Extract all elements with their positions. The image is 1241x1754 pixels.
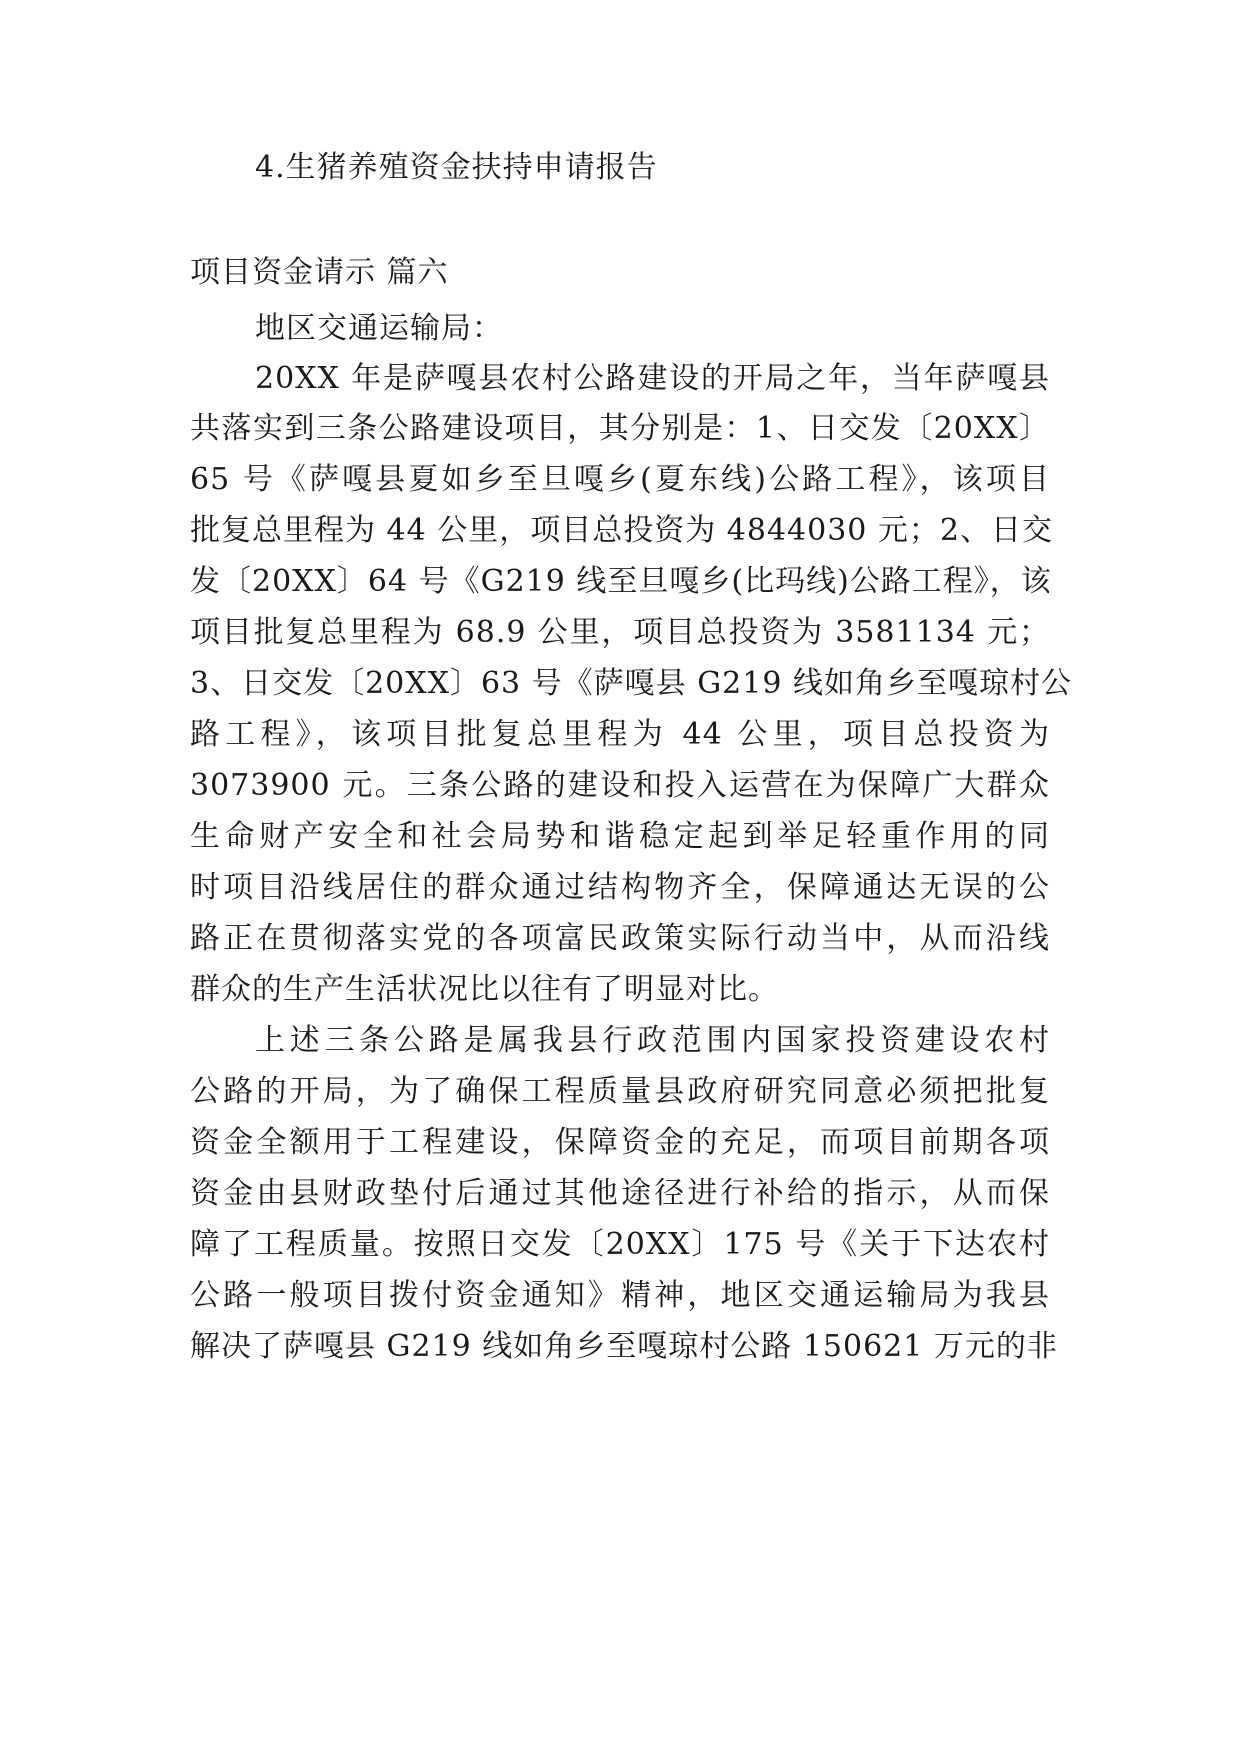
paragraph-line: 3073900 元。三条公路的建设和投入运营在为保障广大群众 <box>190 768 1050 803</box>
paragraph-line: 公路一般项目拨付资金通知》精神，地区交通运输局为我县 <box>190 1278 1050 1313</box>
paragraph-line: 公路的开局，为了确保工程质量县政府研究同意必须把批复 <box>190 1074 1050 1109</box>
paragraph-line: 发〔20XX〕64 号《G219 线至旦嘎乡(比玛线)公路工程》，该 <box>190 564 1052 599</box>
item-title: 4.生猪养殖资金扶持申请报告 <box>255 150 658 185</box>
paragraph-line: 20XX 年是萨嘎县农村公路建设的开局之年，当年萨嘎县 <box>255 361 1050 396</box>
paragraph-line: 65 号《萨嘎县夏如乡至旦嘎乡(夏东线)公路工程》，该项目 <box>190 462 1050 497</box>
paragraph-line: 生命财产安全和社会局势和谐稳定起到举足轻重作用的同 <box>190 819 1050 854</box>
paragraph-line: 解决了萨嘎县 G219 线如角乡至嘎琼村公路 150621 万元的非 <box>190 1329 1058 1364</box>
paragraph-line: 时项目沿线居住的群众通过结构物齐全，保障通达无误的公 <box>190 870 1050 905</box>
paragraph-line: 项目批复总里程为 68.9 公里，项目总投资为 3581134 元； <box>190 615 1050 650</box>
paragraph-line: 上述三条公路是属我县行政范围内国家投资建设农村 <box>255 1023 1050 1058</box>
paragraph-line: 路正在贯彻落实党的各项富民政策实际行动当中，从而沿线 <box>190 921 1050 956</box>
salutation: 地区交通运输局： <box>255 311 503 346</box>
paragraph-line: 批复总里程为 44 公里，项目总投资为 4844030 元；2、日交 <box>190 513 1054 548</box>
paragraph-line: 障了工程质量。按照日交发〔20XX〕175 号《关于下达农村 <box>190 1227 1050 1262</box>
paragraph-line: 资金由县财政垫付后通过其他途径进行补给的指示，从而保 <box>190 1176 1050 1211</box>
paragraph-line: 3、日交发〔20XX〕63 号《萨嘎县 G219 线如角乡至嘎琼村公 <box>190 666 1072 701</box>
paragraph-line: 共落实到三条公路建设项目，其分别是：1、日交发〔20XX〕 <box>190 411 1050 446</box>
paragraph-line: 路工程》，该项目批复总里程为 44 公里，项目总投资为 <box>190 717 1050 752</box>
section-heading: 项目资金请示 篇六 <box>190 255 449 290</box>
paragraph-line: 群众的生产生活状况比以往有了明显对比。 <box>190 972 779 1007</box>
paragraph-line: 资金全额用于工程建设，保障资金的充足，而项目前期各项 <box>190 1125 1050 1160</box>
